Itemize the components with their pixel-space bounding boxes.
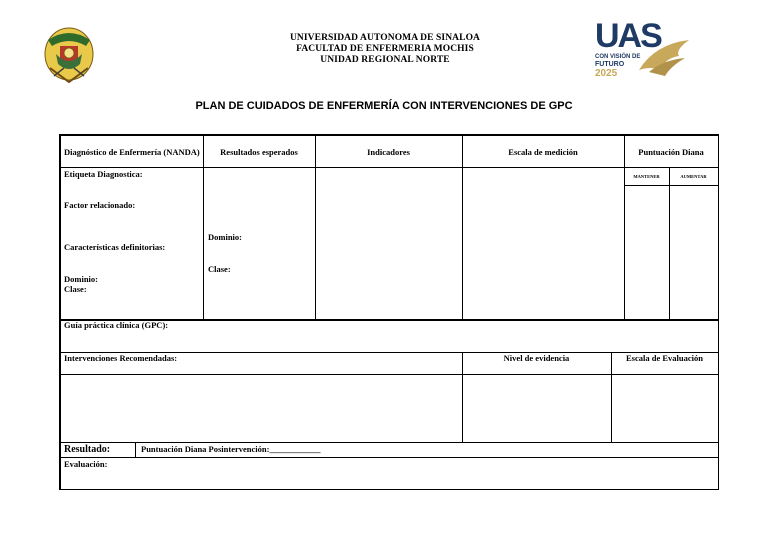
- eagle-icon: [635, 36, 691, 78]
- result-col-divider: [135, 442, 136, 458]
- col-divider-2: [315, 134, 316, 320]
- subheader-divider: [624, 185, 719, 186]
- table-border-top: [59, 134, 719, 136]
- col-divider-5: [669, 167, 670, 320]
- col-header-indicadores: Indicadores: [367, 147, 410, 157]
- evaluation-row-divider: [59, 457, 719, 458]
- col-divider-3: [462, 134, 463, 320]
- table-border-bottom: [59, 489, 719, 490]
- uas-tagline-1: CON VISIÓN DE: [595, 54, 641, 60]
- faculty-seal-logo: [40, 24, 98, 84]
- faculty-name: FACULTAD DE ENFERMERIA MOCHIS: [296, 44, 474, 54]
- interv-col-divider-1: [462, 352, 463, 443]
- label-clase-mid: Clase:: [208, 264, 231, 274]
- uas-logo: [593, 18, 693, 82]
- unit-name: UNIDAD REGIONAL NORTE: [320, 55, 450, 65]
- university-name: UNIVERSIDAD AUTONOMA DE SINALOA: [289, 33, 481, 43]
- label-nivel-evidencia: Nivel de evidencia: [503, 353, 570, 363]
- uas-tagline-2: FUTURO: [595, 61, 625, 68]
- uas-logo-text: UAS: [595, 17, 661, 55]
- label-resultado: Resultado:: [64, 444, 111, 455]
- table-border-left: [59, 134, 61, 490]
- interv-col-divider-2: [611, 352, 612, 443]
- col-header-resultados: Resultados esperados: [220, 147, 298, 157]
- label-dominio-left: Dominio:: [64, 274, 98, 284]
- label-caracteristicas: Características definitorias:: [64, 242, 166, 252]
- subheader-aumentar: AUMENTAR: [680, 174, 707, 179]
- label-puntuacion-post: Puntuación Diana Posintervención:____________: [141, 444, 321, 454]
- col-header-diagnosis: Diagnóstico de Enfermería (NANDA): [64, 147, 200, 157]
- header-row-divider: [59, 167, 719, 168]
- subheader-mantener: MANTENER: [633, 174, 660, 179]
- label-clase-left: Clase:: [64, 284, 87, 294]
- label-factor: Factor relacionado:: [64, 200, 136, 210]
- col-header-puntuacion: Puntuación Diana: [638, 147, 704, 157]
- label-gpc: Guía práctica clínica (GPC):: [64, 320, 169, 330]
- label-etiqueta: Etiqueta Diagnostica:: [64, 169, 143, 179]
- label-evaluacion: Evaluación:: [64, 459, 108, 469]
- result-row-divider: [59, 442, 719, 443]
- label-escala-evaluacion: Escala de Evaluación: [626, 353, 703, 363]
- uas-year: 2025: [595, 68, 618, 79]
- col-divider-4: [624, 134, 625, 320]
- interventions-header-divider: [59, 374, 719, 375]
- table-border-right: [718, 134, 719, 490]
- col-header-escala: Escala de medición: [508, 147, 578, 157]
- page-title: PLAN DE CUIDADOS DE ENFERMERÍA CON INTERVENCIONES DE GPC: [195, 100, 573, 112]
- label-dominio-mid: Dominio:: [208, 232, 242, 242]
- col-divider-1: [203, 134, 204, 320]
- label-intervenciones: Intervenciones Recomendadas:: [64, 353, 178, 363]
